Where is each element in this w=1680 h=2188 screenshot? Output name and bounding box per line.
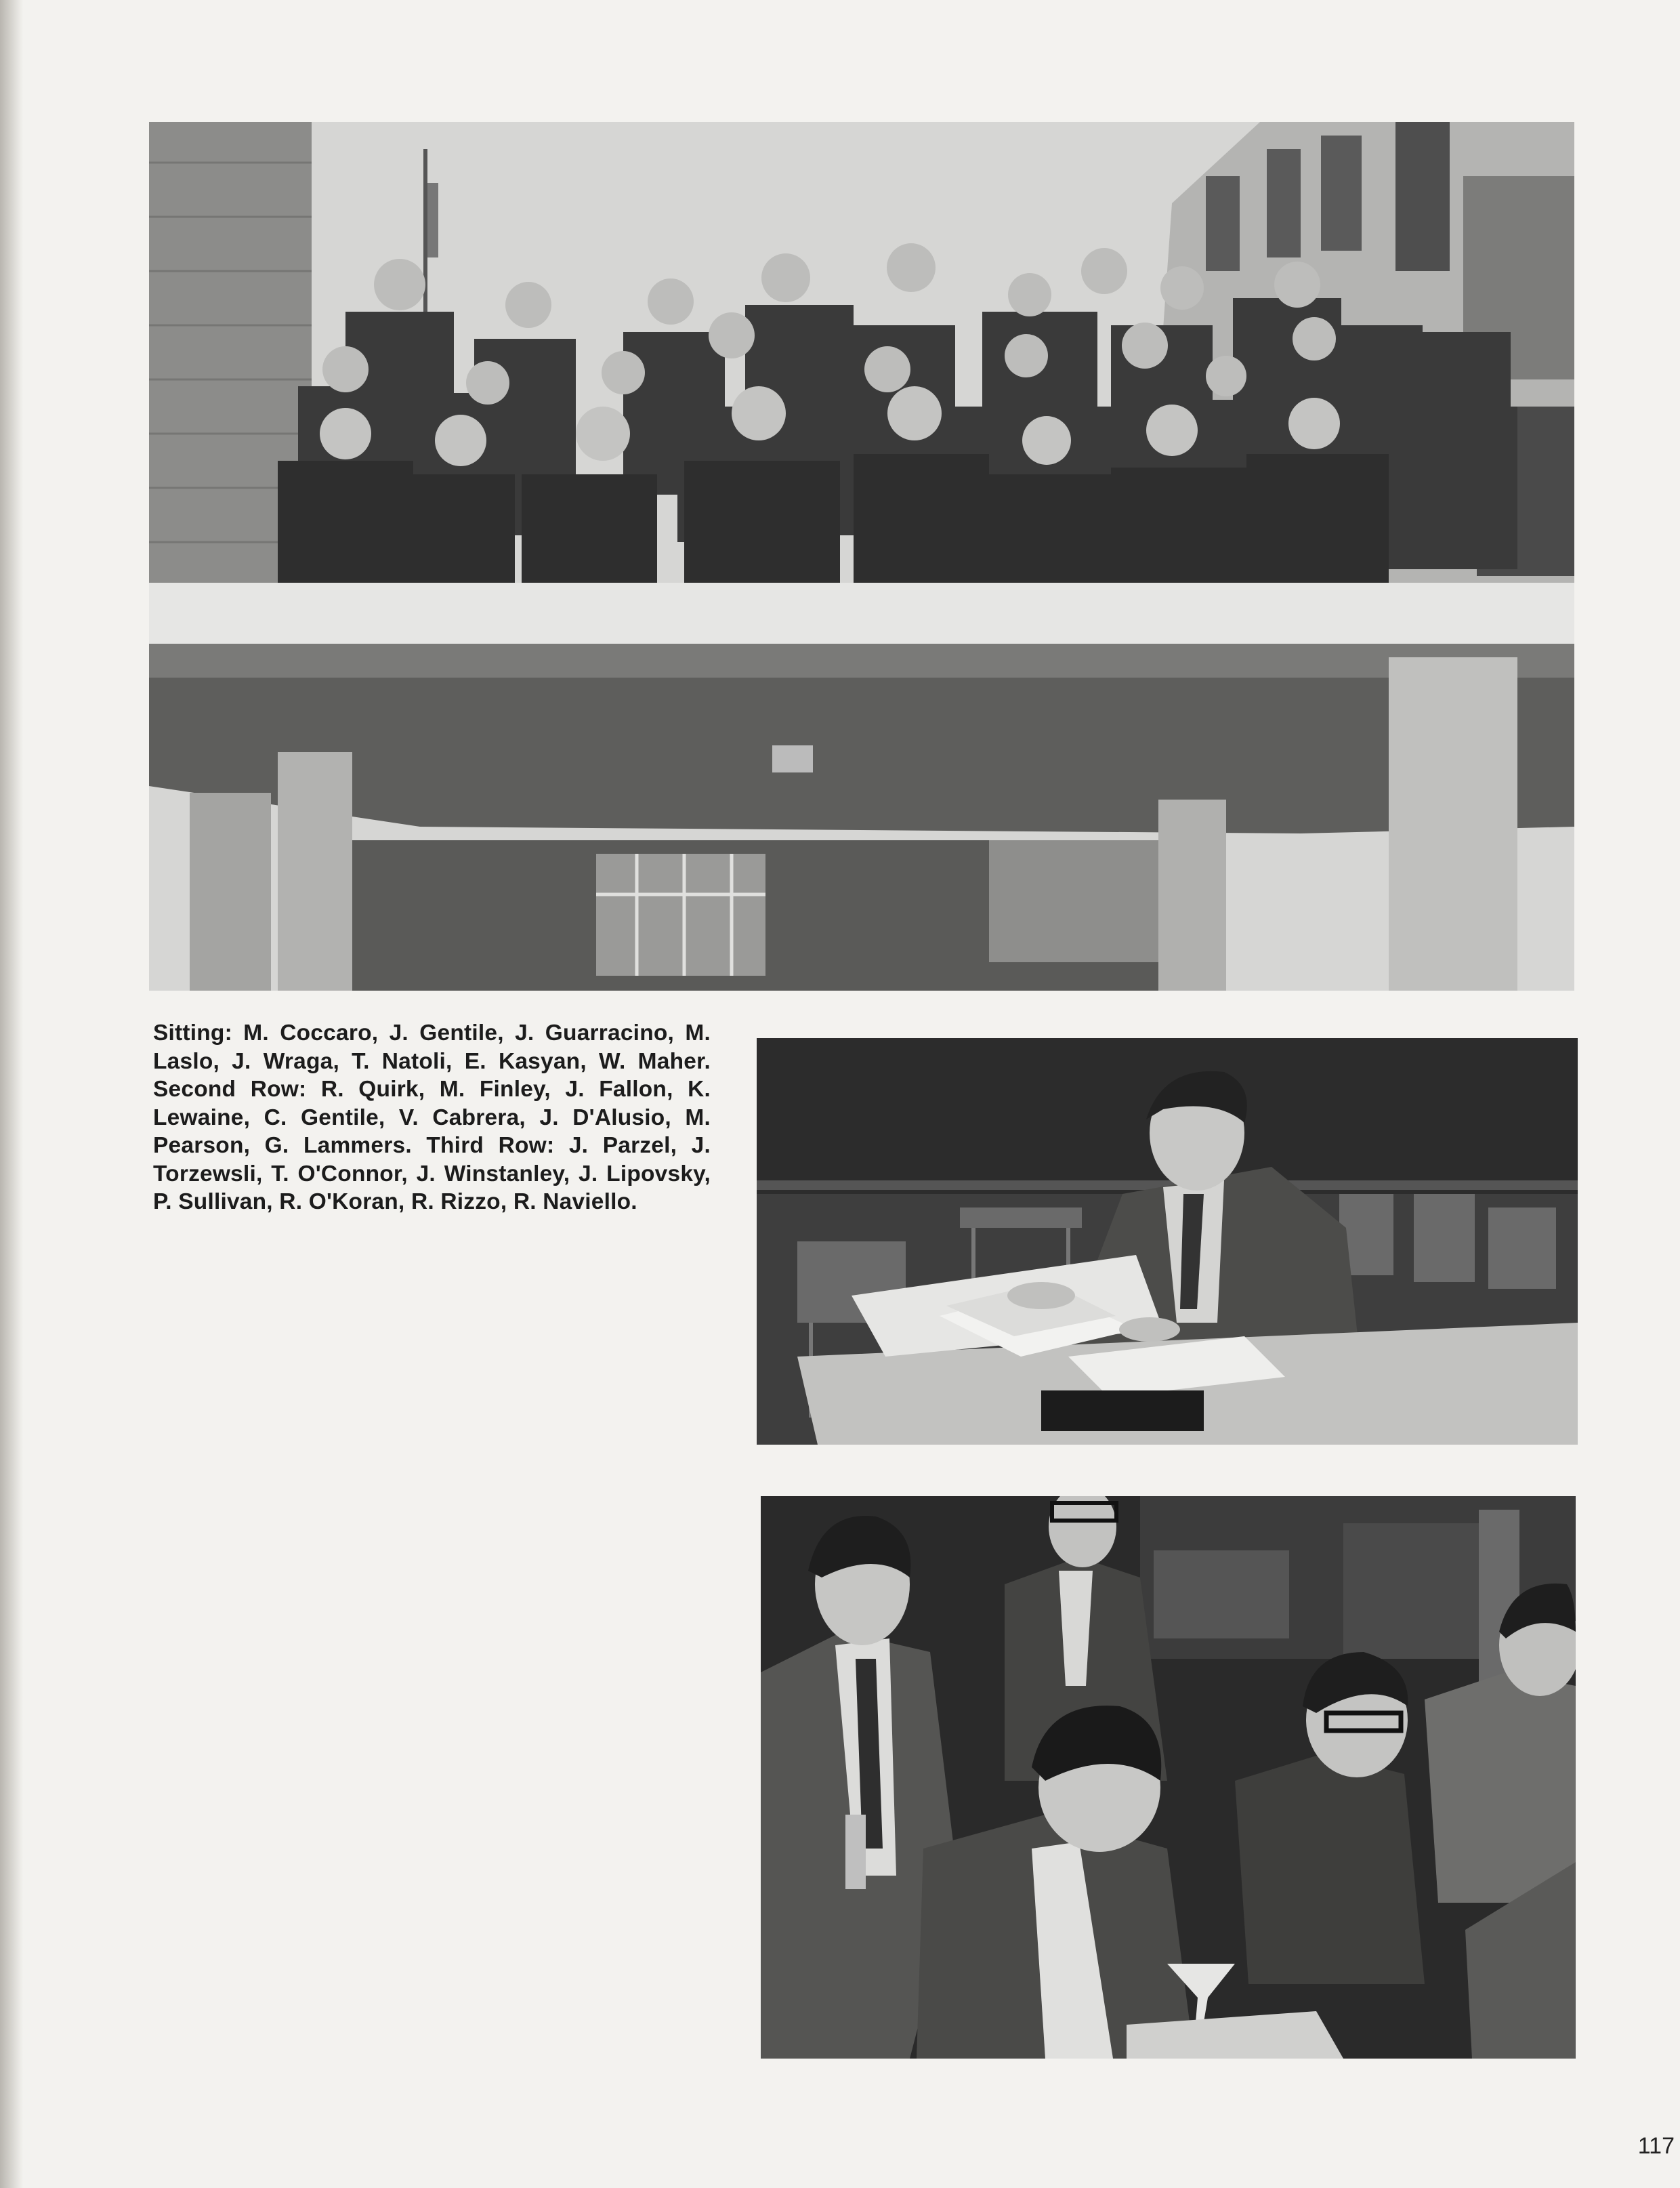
lab-photo-image [761, 1496, 1576, 2059]
group-photo-caption: Sitting: M. Coccaro, J. Gentile, J. Guarracino, M. Laslo, J. Wraga, T. Natoli, E. Kasyan, W. Maher. Second Row: R. Quirk, M. Finley, J. Fallon, K. Lewaine, C. Gentile, V. Cabrera, J. D'Alusio, M. Pearson, G. Lammers. Third Row: J. Parzel, J. Torzewsli, T. O'Connor, J. Winstanley, J. Lipovsky, P. Sullivan, R. O'Koran, R. Rizzo, R. Naviello. [153, 1020, 711, 1214]
binding-gutter [0, 0, 23, 2188]
group-photo [149, 122, 1574, 991]
study-photo-image [757, 1038, 1578, 1445]
page-number: 117 [1637, 2133, 1675, 2159]
lab-photo [761, 1496, 1576, 2059]
study-photo [757, 1038, 1578, 1445]
group-photo-image [149, 122, 1574, 991]
